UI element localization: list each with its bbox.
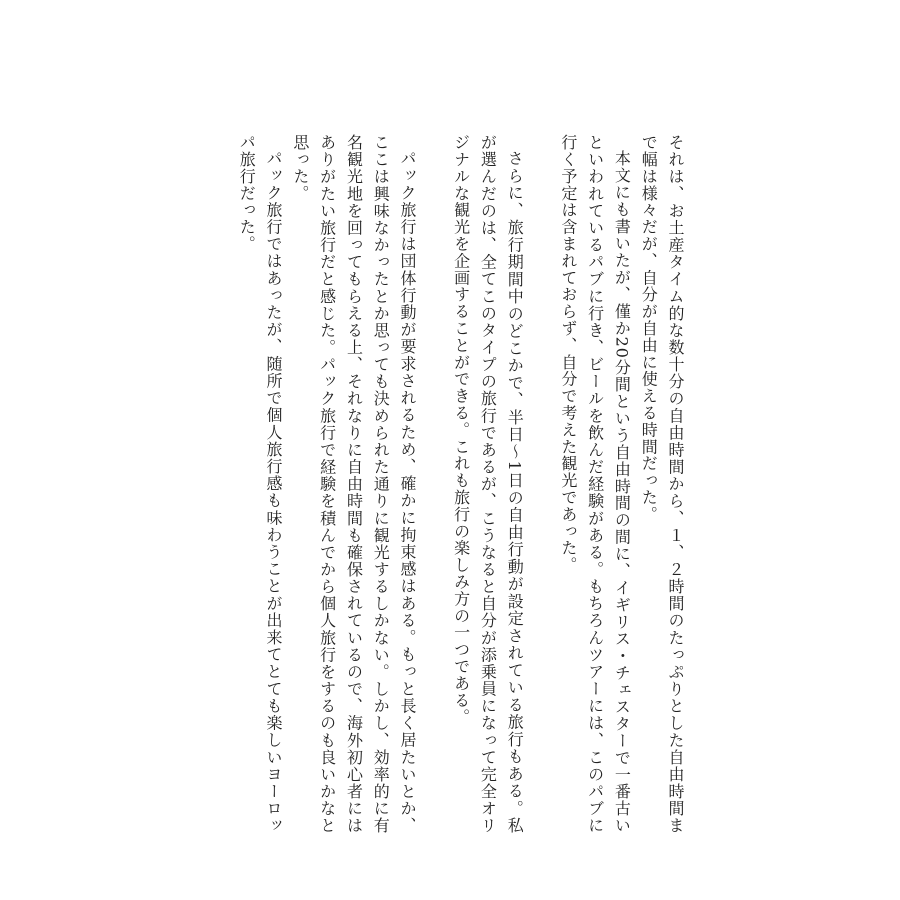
paragraph-gap [527, 134, 554, 144]
paragraph-gap [420, 134, 447, 144]
paragraph-3: さらに、旅行期間中のどこかで、半日〜1日の自由行動が設定されている旅行もある。私が選んだのは、全てこのタイプの旅行であるが、こうなると自分が添乗員になって完全オリジナルな観光を企画することができる。これも旅行の楽しみ方の一つである。 [451, 134, 525, 834]
paragraph-1: それは、お土産タイム的な数十分の自由時間から、１、２時間のたっぷりとした自由時間まで幅は様々だが、自分が自由に使える時間だった。 [639, 134, 685, 834]
vertical-text-body [232, 134, 688, 834]
paragraph-2: 本文にも書いたが、僅か20分間という自由時間の間に、イギリス・チェスターで一番古いといわれているパブに行き、ビールを飲んだ経験がある。もちろんツアーには、このパブに行く予定は含まれておらず、自分で考えた観光であった。 [558, 134, 632, 834]
paragraph-4: パック旅行は団体行動が要求されるため、確かに拘束感はある。もっと長く居たいとか、ここは興味なかったとか思っても決められた通りに観光するしかない。しかし、効率的に有名観光地を回ってもらえる上、それなりに自由時間も確保されているので、海外初心者にはありがたい旅行だと感じた。パック旅行で経験を積んでから個人旅行をするのも良いかなと思った。 [290, 134, 418, 834]
paragraph-5: パック旅行ではあったが、随所で個人旅行感も味わうことが出来てとても楽しいヨーロッパ旅行だった。 [237, 134, 284, 834]
